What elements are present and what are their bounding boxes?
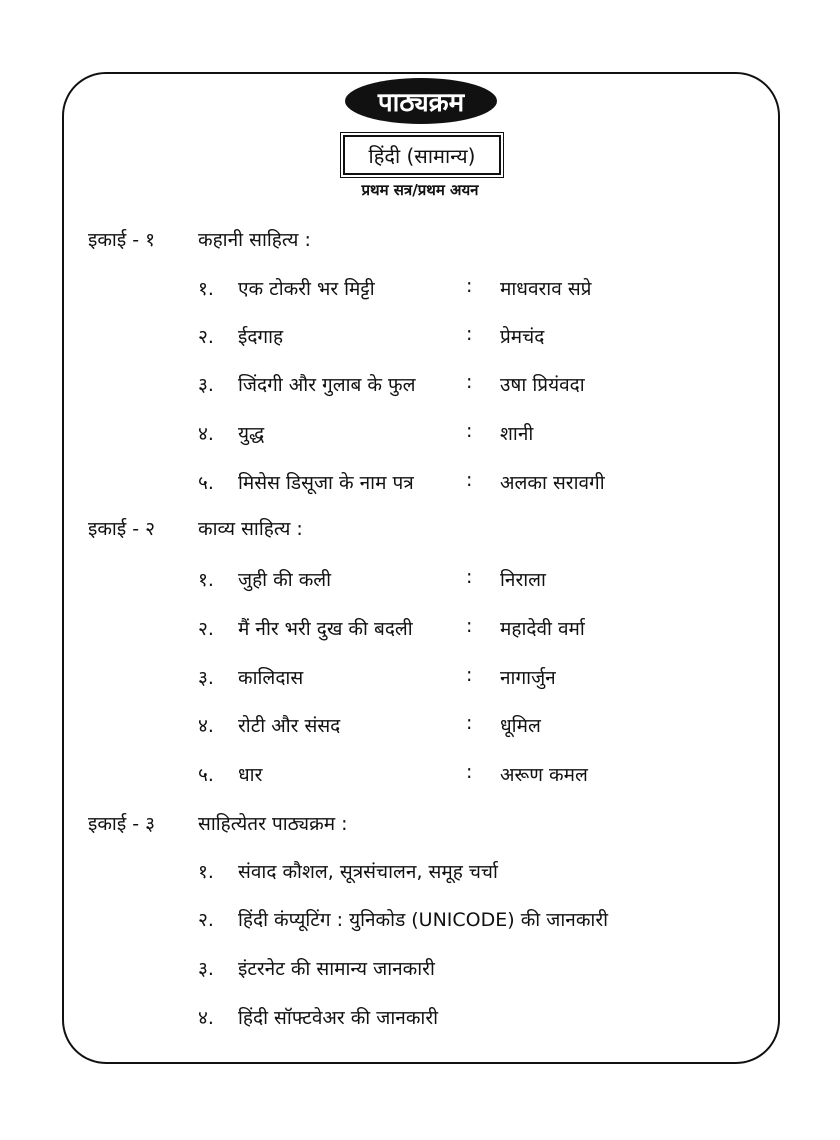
item-title: जुही की कली bbox=[238, 569, 332, 591]
item-number: १. bbox=[198, 569, 214, 591]
item-title: हिंदी कंप्यूटिंग : युनिकोड (UNICODE) की जानकारी bbox=[238, 909, 609, 931]
item-number: ३. bbox=[198, 958, 214, 980]
item-title: रोटी और संसद bbox=[238, 715, 341, 737]
item-separator: : bbox=[466, 664, 473, 686]
item-title: इंटरनेट की सामान्य जानकारी bbox=[238, 958, 435, 980]
item-title: जिंदगी और गुलाब के फुल bbox=[238, 374, 416, 396]
unit-name: कहानी साहित्य : bbox=[198, 229, 311, 251]
item-author: शानी bbox=[500, 423, 534, 445]
item-author: प्रेमचंद bbox=[500, 326, 545, 348]
item-number: २. bbox=[198, 618, 214, 640]
unit-label: इकाई - ३ bbox=[88, 813, 155, 835]
item-number: ४. bbox=[198, 1007, 214, 1029]
item-title: एक टोकरी भर मिट्टी bbox=[238, 278, 375, 300]
semester-subtitle: प्रथम सत्र/प्रथम अयन bbox=[361, 181, 479, 199]
item-separator: : bbox=[466, 275, 473, 297]
item-author: निराला bbox=[500, 569, 546, 591]
subject-title: हिंदी (सामान्य) bbox=[343, 135, 501, 175]
item-separator: : bbox=[466, 615, 473, 637]
item-author: उषा प्रियंवदा bbox=[500, 374, 585, 396]
item-title: संवाद कौशल, सूत्रसंचालन, समूह चर्चा bbox=[238, 861, 498, 883]
item-number: २. bbox=[198, 909, 214, 931]
unit-label: इकाई - २ bbox=[88, 518, 155, 540]
item-number: ५. bbox=[198, 764, 214, 786]
item-separator: : bbox=[466, 566, 473, 588]
item-separator: : bbox=[466, 371, 473, 393]
item-number: ३. bbox=[198, 374, 214, 396]
item-title: मैं नीर भरी दुख की बदली bbox=[238, 618, 413, 640]
item-title: हिंदी सॉफ्टवेअर की जानकारी bbox=[238, 1007, 439, 1029]
item-author: अरूण कमल bbox=[500, 764, 588, 786]
item-title: मिसेस डिसूजा के नाम पत्र bbox=[238, 472, 414, 494]
item-separator: : bbox=[466, 323, 473, 345]
item-author: नागार्जुन bbox=[500, 667, 556, 689]
unit-name: साहित्येतर पाठ्यक्रम : bbox=[198, 813, 348, 835]
page-title: पाठ्यक्रम bbox=[345, 78, 497, 124]
item-number: ४. bbox=[198, 715, 214, 737]
item-title: ईदगाह bbox=[238, 326, 284, 348]
item-number: १. bbox=[198, 278, 214, 300]
unit-label: इकाई - १ bbox=[88, 229, 155, 251]
item-number: २. bbox=[198, 326, 214, 348]
item-number: ४. bbox=[198, 423, 214, 445]
item-number: ५. bbox=[198, 472, 214, 494]
item-separator: : bbox=[466, 761, 473, 783]
item-title: युद्ध bbox=[238, 423, 265, 445]
item-author: अलका सरावगी bbox=[500, 472, 605, 494]
item-number: १. bbox=[198, 861, 214, 883]
item-author: धूमिल bbox=[500, 715, 541, 737]
item-number: ३. bbox=[198, 667, 214, 689]
item-title: कालिदास bbox=[238, 667, 304, 689]
item-author: महादेवी वर्मा bbox=[500, 618, 585, 640]
item-author: माधवराव सप्रे bbox=[500, 278, 592, 300]
item-title: धार bbox=[238, 764, 263, 786]
item-separator: : bbox=[466, 469, 473, 491]
unit-name: काव्य साहित्य : bbox=[198, 518, 303, 540]
item-separator: : bbox=[466, 420, 473, 442]
item-separator: : bbox=[466, 712, 473, 734]
